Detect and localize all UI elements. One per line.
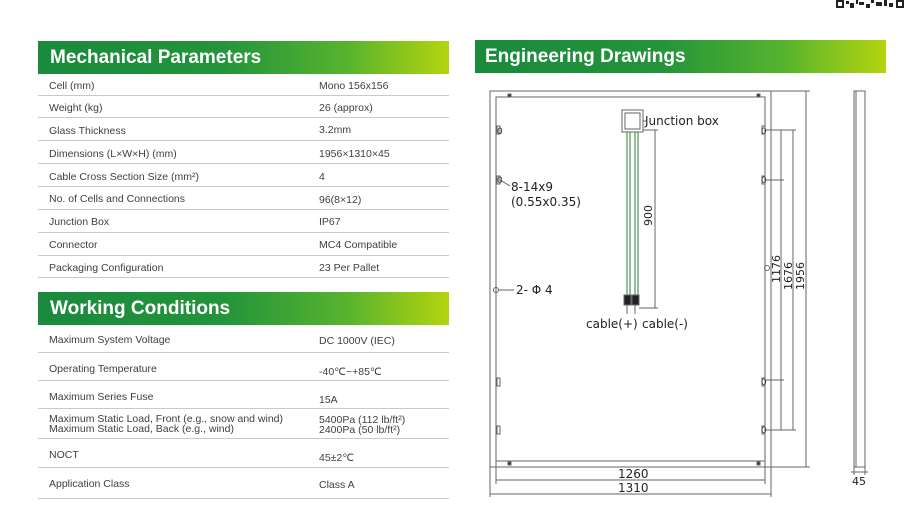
- dimension-1310: 1310: [618, 481, 649, 495]
- dimension-45: 45: [852, 475, 866, 488]
- cable-plus-label: cable(+): [586, 317, 638, 331]
- row-label: Packaging Configuration: [49, 262, 164, 274]
- table-row: [38, 187, 449, 210]
- row-value: 26 (approx): [319, 102, 373, 114]
- mechanical-parameters-title: Mechanical Parameters: [50, 46, 262, 68]
- table-row: [38, 468, 449, 499]
- table-row: [38, 118, 449, 141]
- row-label-line: Maximum Static Load, Front (e.g., snow and wind): [49, 413, 284, 425]
- row-label: NOCT: [49, 449, 79, 461]
- connector-plus: [624, 295, 631, 305]
- table-row: [38, 96, 449, 118]
- row-value: -40℃~+85℃: [319, 366, 382, 378]
- table-row: [38, 141, 449, 164]
- row-label: [49, 414, 283, 434]
- working-conditions-title: Working Conditions: [50, 297, 231, 319]
- svg-text:0: 0: [761, 378, 767, 388]
- table-row: [38, 233, 449, 256]
- row-label: No. of Cells and Connections: [49, 193, 185, 205]
- svg-text:0: 0: [761, 176, 767, 186]
- cable-minus-label: cable(-): [642, 317, 688, 331]
- row-value: 1956×1310×45: [319, 148, 390, 160]
- row-value: DC 1000V (IEC): [319, 335, 395, 347]
- hole-spec-label: 8-14x9: [511, 180, 553, 194]
- row-value: Mono 156x156: [319, 80, 389, 92]
- row-label: Cell (mm): [49, 80, 95, 92]
- row-label: Maximum Series Fuse: [49, 391, 154, 403]
- row-value: 45±2℃: [319, 452, 355, 464]
- row-label-line: Maximum Static Load, Back (e.g., wind): [49, 423, 234, 435]
- row-value: 23 Per Pallet: [319, 262, 380, 274]
- row-value: [319, 415, 405, 435]
- table-row: [38, 353, 449, 381]
- row-label: Weight (kg): [49, 102, 103, 114]
- cable-length-dimension: 900: [642, 205, 655, 226]
- row-label: Operating Temperature: [49, 363, 157, 375]
- row-value-line: 5400Pa (112 lb/ft²): [319, 414, 406, 426]
- row-label: Junction Box: [49, 216, 110, 228]
- mechanical-parameters-header: [38, 41, 449, 74]
- row-label: Connector: [49, 239, 98, 251]
- engineering-drawings-header: [475, 40, 886, 73]
- table-row: [38, 439, 449, 468]
- table-row: [38, 74, 449, 96]
- svg-text:0: 0: [497, 176, 503, 186]
- row-value: IP67: [319, 216, 341, 228]
- mechanical-parameters-table: [38, 74, 449, 278]
- table-row: [38, 210, 449, 233]
- connector-minus: [632, 295, 639, 305]
- row-value: MC4 Compatible: [319, 239, 398, 251]
- ground-hole-label: 2- Φ 4: [516, 283, 553, 297]
- row-value: 3.2mm: [319, 124, 352, 136]
- mounting-hole: [497, 426, 500, 434]
- row-label: Dimensions (L×W×H) (mm): [49, 148, 177, 160]
- hole-spec-label-imperial: (0.55x0.35): [511, 195, 581, 209]
- svg-text:0: 0: [761, 127, 767, 137]
- mounting-hole: [497, 378, 500, 386]
- working-conditions-table: [38, 325, 449, 499]
- table-row: [38, 325, 449, 353]
- row-label: Cable Cross Section Size (mm²): [49, 171, 199, 183]
- dimension-1176: 1176: [770, 255, 783, 283]
- table-row: [38, 381, 449, 409]
- qr-code-icon: [836, 0, 904, 8]
- engineering-drawings-title: Engineering Drawings: [485, 45, 686, 67]
- engineering-drawing: [475, 76, 904, 506]
- table-row: [38, 256, 449, 278]
- table-row: [38, 409, 449, 439]
- svg-text:0: 0: [497, 127, 503, 137]
- dimension-1676: 1676: [782, 262, 795, 290]
- row-value: Class A: [319, 479, 355, 491]
- row-value: 96(8×12): [319, 194, 362, 206]
- working-conditions-header: [38, 292, 449, 325]
- row-value: 4: [319, 171, 325, 183]
- row-label: Glass Thickness: [49, 125, 126, 137]
- row-label: Application Class: [49, 478, 130, 490]
- dimension-1956: 1956: [794, 262, 807, 290]
- row-value: 15A: [319, 394, 338, 406]
- dimension-1260: 1260: [618, 467, 649, 481]
- junction-box-label: Junction box: [645, 114, 719, 128]
- row-label: Maximum System Voltage: [49, 334, 171, 346]
- table-row: [38, 164, 449, 187]
- svg-text:0: 0: [761, 426, 767, 436]
- row-value-line: 2400Pa (50 lb/ft²): [319, 424, 401, 436]
